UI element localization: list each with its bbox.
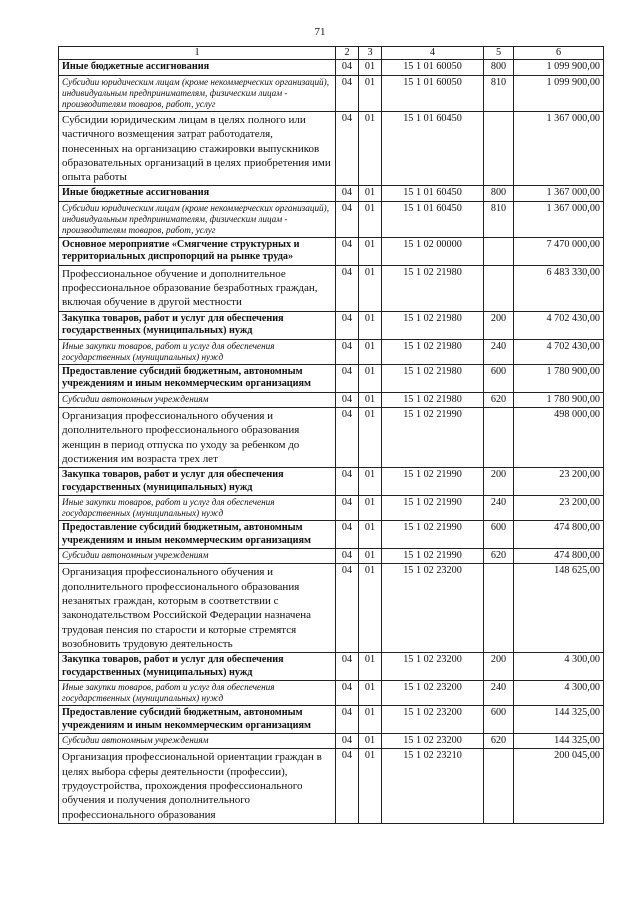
table-row [59,681,604,706]
row-target-article: 15 1 01 60450 [382,111,484,185]
row-section: 04 [336,364,359,392]
row-target-article: 15 1 02 21990 [382,468,484,496]
row-description: Закупка товаров, работ и услуг для обеспечения государственных (муниципальных) нужд [59,468,336,496]
table-row [59,653,604,681]
row-description: Субсидии автономным учреждениям [59,392,336,407]
header-col-4: 4 [382,47,484,60]
table-row [59,265,604,311]
header-col-2: 2 [336,47,359,60]
row-expense-type: 600 [484,706,514,734]
row-description: Субсидии юридическим лицам в целях полного или частичного возмещения затрат работодателя, понесенных на организацию стажировки выпускников образовательных организаций в целях приобретения ими опыта работы [59,111,336,185]
table-row [59,749,604,823]
table-row [59,111,604,185]
row-amount: 4 702 430,00 [514,339,604,364]
row-target-article: 15 1 02 21980 [382,392,484,407]
row-subsection: 01 [359,75,382,111]
header-col-5: 5 [484,47,514,60]
row-section: 04 [336,311,359,339]
row-description: Субсидии юридическим лицам (кроме некоммерческих организаций), индивидуальным предпринимателям, физическим лицам - производителям товаров, работ, услуг [59,75,336,111]
row-section: 04 [336,60,359,75]
row-subsection: 01 [359,111,382,185]
row-expense-type: 240 [484,681,514,706]
row-section: 04 [336,111,359,185]
table-row [59,564,604,653]
row-subsection: 01 [359,265,382,311]
row-amount: 23 200,00 [514,468,604,496]
row-amount: 4 702 430,00 [514,311,604,339]
row-target-article: 15 1 01 60050 [382,75,484,111]
row-amount: 4 300,00 [514,681,604,706]
row-target-article: 15 1 02 23210 [382,749,484,823]
row-section: 04 [336,734,359,749]
row-amount: 1 367 000,00 [514,111,604,185]
table-row [59,468,604,496]
row-description: Организация профессиональной ориентации граждан в целях выбора сферы деятельности (профессии), трудоустройства, прохождения профессионального обучения и получения дополнительного профессионального образования [59,749,336,823]
row-description: Организация профессионального обучения и дополнительного профессионального образования незанятых граждан, которым в соответствии с законодательством Российской Федерации назначена трудовая пенсия по старости и которые стремятся возобновить трудовую деятельность [59,564,336,653]
row-amount: 4 300,00 [514,653,604,681]
row-section: 04 [336,201,359,237]
row-section: 04 [336,392,359,407]
row-description: Закупка товаров, работ и услуг для обеспечения государственных (муниципальных) нужд [59,653,336,681]
row-amount: 144 325,00 [514,706,604,734]
row-section: 04 [336,408,359,468]
row-amount: 1 099 900,00 [514,75,604,111]
table-row [59,706,604,734]
table-row [59,521,604,549]
row-section: 04 [336,237,359,265]
budget-table [58,46,604,824]
row-target-article: 15 1 02 00000 [382,237,484,265]
table-header-row [59,47,604,60]
row-target-article: 15 1 02 21980 [382,364,484,392]
row-target-article: 15 1 01 60050 [382,60,484,75]
row-expense-type: 620 [484,734,514,749]
row-subsection: 01 [359,186,382,201]
row-expense-type [484,749,514,823]
row-expense-type: 800 [484,186,514,201]
row-description: Иные закупки товаров, работ и услуг для обеспечения государственных (муниципальных) нужд [59,496,336,521]
row-amount: 498 000,00 [514,408,604,468]
table-row [59,60,604,75]
row-target-article: 15 1 02 21990 [382,549,484,564]
row-description: Иные закупки товаров, работ и услуг для обеспечения государственных (муниципальных) нужд [59,681,336,706]
row-section: 04 [336,265,359,311]
row-subsection: 01 [359,734,382,749]
row-amount: 474 800,00 [514,521,604,549]
row-expense-type: 620 [484,549,514,564]
row-target-article: 15 1 02 23200 [382,734,484,749]
row-amount: 200 045,00 [514,749,604,823]
row-description: Предоставление субсидий бюджетным, автономным учреждениям и иным некоммерческим организациям [59,521,336,549]
table-row [59,364,604,392]
row-target-article: 15 1 02 21980 [382,265,484,311]
row-amount: 1 099 900,00 [514,60,604,75]
header-col-1: 1 [59,47,336,60]
row-amount: 1 367 000,00 [514,201,604,237]
row-subsection: 01 [359,339,382,364]
row-amount: 148 625,00 [514,564,604,653]
row-subsection: 01 [359,564,382,653]
row-description: Субсидии юридическим лицам (кроме некоммерческих организаций), индивидуальным предпринимателям, физическим лицам - производителям товаров, работ, услуг [59,201,336,237]
row-amount: 23 200,00 [514,496,604,521]
row-section: 04 [336,468,359,496]
row-subsection: 01 [359,549,382,564]
row-description: Основное мероприятие «Смягчение структурных и территориальных диспропорций на рынке труда» [59,237,336,265]
row-subsection: 01 [359,408,382,468]
table-row [59,734,604,749]
row-subsection: 01 [359,706,382,734]
row-target-article: 15 1 02 23200 [382,681,484,706]
row-target-article: 15 1 02 21980 [382,311,484,339]
row-description: Предоставление субсидий бюджетным, автономным учреждениям и иным некоммерческим организациям [59,706,336,734]
row-target-article: 15 1 02 21990 [382,408,484,468]
row-target-article: 15 1 02 23200 [382,653,484,681]
page-number: 71 [314,26,326,38]
row-amount: 1 780 900,00 [514,364,604,392]
row-subsection: 01 [359,237,382,265]
row-expense-type: 600 [484,521,514,549]
row-description: Профессиональное обучение и дополнительное профессиональное образование безработных граждан, включая обучение в другой местности [59,265,336,311]
table-row [59,408,604,468]
row-section: 04 [336,549,359,564]
row-subsection: 01 [359,201,382,237]
row-subsection: 01 [359,60,382,75]
row-section: 04 [336,653,359,681]
row-subsection: 01 [359,496,382,521]
row-amount: 474 800,00 [514,549,604,564]
row-target-article: 15 1 02 21990 [382,521,484,549]
row-section: 04 [336,521,359,549]
table-row [59,339,604,364]
header-col-6: 6 [514,47,604,60]
row-target-article: 15 1 02 23200 [382,564,484,653]
row-expense-type: 600 [484,364,514,392]
row-section: 04 [336,749,359,823]
row-expense-type: 800 [484,60,514,75]
row-description: Иные бюджетные ассигнования [59,186,336,201]
row-subsection: 01 [359,392,382,407]
row-description: Иные бюджетные ассигнования [59,60,336,75]
row-target-article: 15 1 02 21980 [382,339,484,364]
table-row [59,186,604,201]
row-target-article: 15 1 01 60450 [382,201,484,237]
row-target-article: 15 1 02 23200 [382,706,484,734]
header-col-3: 3 [359,47,382,60]
row-expense-type: 810 [484,75,514,111]
row-subsection: 01 [359,468,382,496]
row-expense-type: 200 [484,653,514,681]
row-section: 04 [336,564,359,653]
row-expense-type [484,408,514,468]
row-subsection: 01 [359,653,382,681]
table-row [59,392,604,407]
row-section: 04 [336,186,359,201]
row-description: Субсидии автономным учреждениям [59,549,336,564]
row-section: 04 [336,706,359,734]
row-description: Предоставление субсидий бюджетным, автономным учреждениям и иным некоммерческим организациям [59,364,336,392]
row-expense-type [484,237,514,265]
row-amount: 144 325,00 [514,734,604,749]
row-description: Закупка товаров, работ и услуг для обеспечения государственных (муниципальных) нужд [59,311,336,339]
row-expense-type: 240 [484,339,514,364]
row-subsection: 01 [359,311,382,339]
row-description: Субсидии автономным учреждениям [59,734,336,749]
table-row [59,496,604,521]
table-row [59,75,604,111]
table-row [59,237,604,265]
row-expense-type: 200 [484,468,514,496]
row-expense-type [484,111,514,185]
row-section: 04 [336,496,359,521]
row-description: Иные закупки товаров, работ и услуг для обеспечения государственных (муниципальных) нужд [59,339,336,364]
row-expense-type: 810 [484,201,514,237]
row-subsection: 01 [359,364,382,392]
row-description: Организация профессионального обучения и дополнительного профессионального образования женщин в период отпуска по уходу за ребенком до достижения им возраста трех лет [59,408,336,468]
row-section: 04 [336,75,359,111]
row-expense-type: 200 [484,311,514,339]
row-amount: 6 483 330,00 [514,265,604,311]
row-subsection: 01 [359,681,382,706]
row-expense-type [484,564,514,653]
row-target-article: 15 1 01 60450 [382,186,484,201]
row-amount: 1 367 000,00 [514,186,604,201]
table-row [59,201,604,237]
row-subsection: 01 [359,749,382,823]
row-subsection: 01 [359,521,382,549]
row-amount: 1 780 900,00 [514,392,604,407]
row-expense-type: 620 [484,392,514,407]
row-expense-type [484,265,514,311]
row-expense-type: 240 [484,496,514,521]
row-section: 04 [336,339,359,364]
table-row [59,549,604,564]
row-amount: 7 470 000,00 [514,237,604,265]
row-target-article: 15 1 02 21990 [382,496,484,521]
table-row [59,311,604,339]
row-section: 04 [336,681,359,706]
